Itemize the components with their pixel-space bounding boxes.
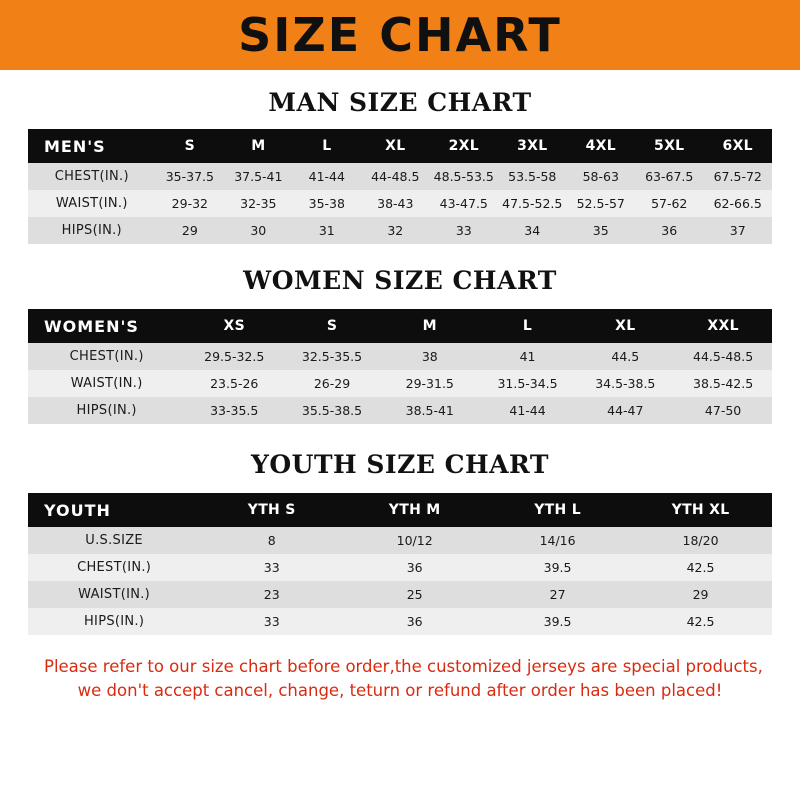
man-col-header: XL [361,129,429,163]
table-row [28,217,772,244]
women-col-header: XL [576,309,674,343]
youth-col-header: YTH XL [629,493,772,527]
youth-col-header: YTH S [200,493,343,527]
cell: 8 [200,527,343,554]
cell: 36 [343,608,486,635]
man-row-label-header: MEN'S [28,129,156,163]
cell: 29-32 [156,190,224,217]
cell: 23 [200,581,343,608]
table-row [28,163,772,190]
cell: 63-67.5 [635,163,703,190]
cell: 37.5-41 [224,163,292,190]
section-title-women: WOMEN SIZE CHART [243,266,557,295]
cell: 42.5 [629,608,772,635]
cell: 39.5 [486,554,629,581]
cell: 33-35.5 [185,397,283,424]
cell: 44.5-48.5 [674,343,772,370]
footer-note-line-1: Please refer to our size chart before order,the customized jerseys are special products, [44,657,763,676]
table-row [28,527,772,554]
cell: 35-37.5 [156,163,224,190]
man-col-header: M [224,129,292,163]
cell: 14/16 [486,527,629,554]
cell: 53.5-58 [498,163,566,190]
table-header-row [28,493,772,527]
table-header-row [28,309,772,343]
cell: 47.5-52.5 [498,190,566,217]
table-row [28,370,772,397]
women-col-header: M [381,309,479,343]
cell: 32 [361,217,429,244]
cell: 29 [629,581,772,608]
cell: 35-38 [293,190,361,217]
youth-row-label-header: YOUTH [28,493,200,527]
table-header-row [28,129,772,163]
table-row [28,581,772,608]
man-col-header: 2XL [430,129,498,163]
cell: 36 [343,554,486,581]
footer-note [28,655,772,703]
cell: 33 [430,217,498,244]
row-label: WAIST(IN.) [28,370,185,397]
row-label: WAIST(IN.) [28,581,200,608]
cell: 41 [479,343,577,370]
cell: 44-47 [576,397,674,424]
cell: 29.5-32.5 [185,343,283,370]
women-row-label-header: WOMEN'S [28,309,185,343]
cell: 67.5-72 [703,163,772,190]
row-label: HIPS(IN.) [28,397,185,424]
cell: 48.5-53.5 [430,163,498,190]
women-size-table [28,309,772,424]
women-col-header: L [479,309,577,343]
youth-size-table [28,493,772,635]
section-title-man: MAN SIZE CHART [268,88,532,117]
man-col-header: S [156,129,224,163]
row-label: HIPS(IN.) [28,608,200,635]
cell: 35 [567,217,635,244]
cell: 29 [156,217,224,244]
cell: 41-44 [479,397,577,424]
women-table-head [28,309,772,343]
women-col-header: XXL [674,309,772,343]
cell: 29-31.5 [381,370,479,397]
cell: 18/20 [629,527,772,554]
cell: 43-47.5 [430,190,498,217]
cell: 32.5-35.5 [283,343,381,370]
man-col-header: 6XL [703,129,772,163]
row-label: U.S.SIZE [28,527,200,554]
cell: 44.5 [576,343,674,370]
cell: 57-62 [635,190,703,217]
cell: 62-66.5 [703,190,772,217]
row-label: CHEST(IN.) [28,163,156,190]
cell: 38-43 [361,190,429,217]
youth-col-header: YTH M [343,493,486,527]
cell: 33 [200,554,343,581]
cell: 42.5 [629,554,772,581]
man-size-table [28,129,772,244]
page-title: SIZE CHART [238,8,562,62]
cell: 26-29 [283,370,381,397]
table-row [28,190,772,217]
cell: 39.5 [486,608,629,635]
man-table-head [28,129,772,163]
cell: 27 [486,581,629,608]
cell: 47-50 [674,397,772,424]
cell: 25 [343,581,486,608]
cell: 34.5-38.5 [576,370,674,397]
cell: 31 [293,217,361,244]
cell: 33 [200,608,343,635]
cell: 41-44 [293,163,361,190]
section-title-youth: YOUTH SIZE CHART [251,450,549,479]
youth-table-body [28,527,772,635]
cell: 37 [703,217,772,244]
table-row [28,554,772,581]
row-label: CHEST(IN.) [28,343,185,370]
cell: 31.5-34.5 [479,370,577,397]
youth-table-head [28,493,772,527]
youth-col-header: YTH L [486,493,629,527]
cell: 10/12 [343,527,486,554]
footer-note-line-2: we don't accept cancel, change, teturn or refund after order has been placed! [77,680,723,700]
chart-content [0,88,800,703]
cell: 32-35 [224,190,292,217]
table-row [28,343,772,370]
cell: 58-63 [567,163,635,190]
man-col-header: L [293,129,361,163]
cell: 44-48.5 [361,163,429,190]
cell: 38 [381,343,479,370]
cell: 38.5-41 [381,397,479,424]
cell: 30 [224,217,292,244]
row-label: CHEST(IN.) [28,554,200,581]
man-col-header: 4XL [567,129,635,163]
table-row [28,397,772,424]
cell: 36 [635,217,703,244]
women-table-body [28,343,772,424]
header-bar [0,0,800,70]
cell: 38.5-42.5 [674,370,772,397]
cell: 35.5-38.5 [283,397,381,424]
cell: 52.5-57 [567,190,635,217]
row-label: WAIST(IN.) [28,190,156,217]
man-col-header: 3XL [498,129,566,163]
man-col-header: 5XL [635,129,703,163]
women-col-header: XS [185,309,283,343]
row-label: HIPS(IN.) [28,217,156,244]
cell: 34 [498,217,566,244]
man-table-body [28,163,772,244]
cell: 23.5-26 [185,370,283,397]
women-col-header: S [283,309,381,343]
table-row [28,608,772,635]
